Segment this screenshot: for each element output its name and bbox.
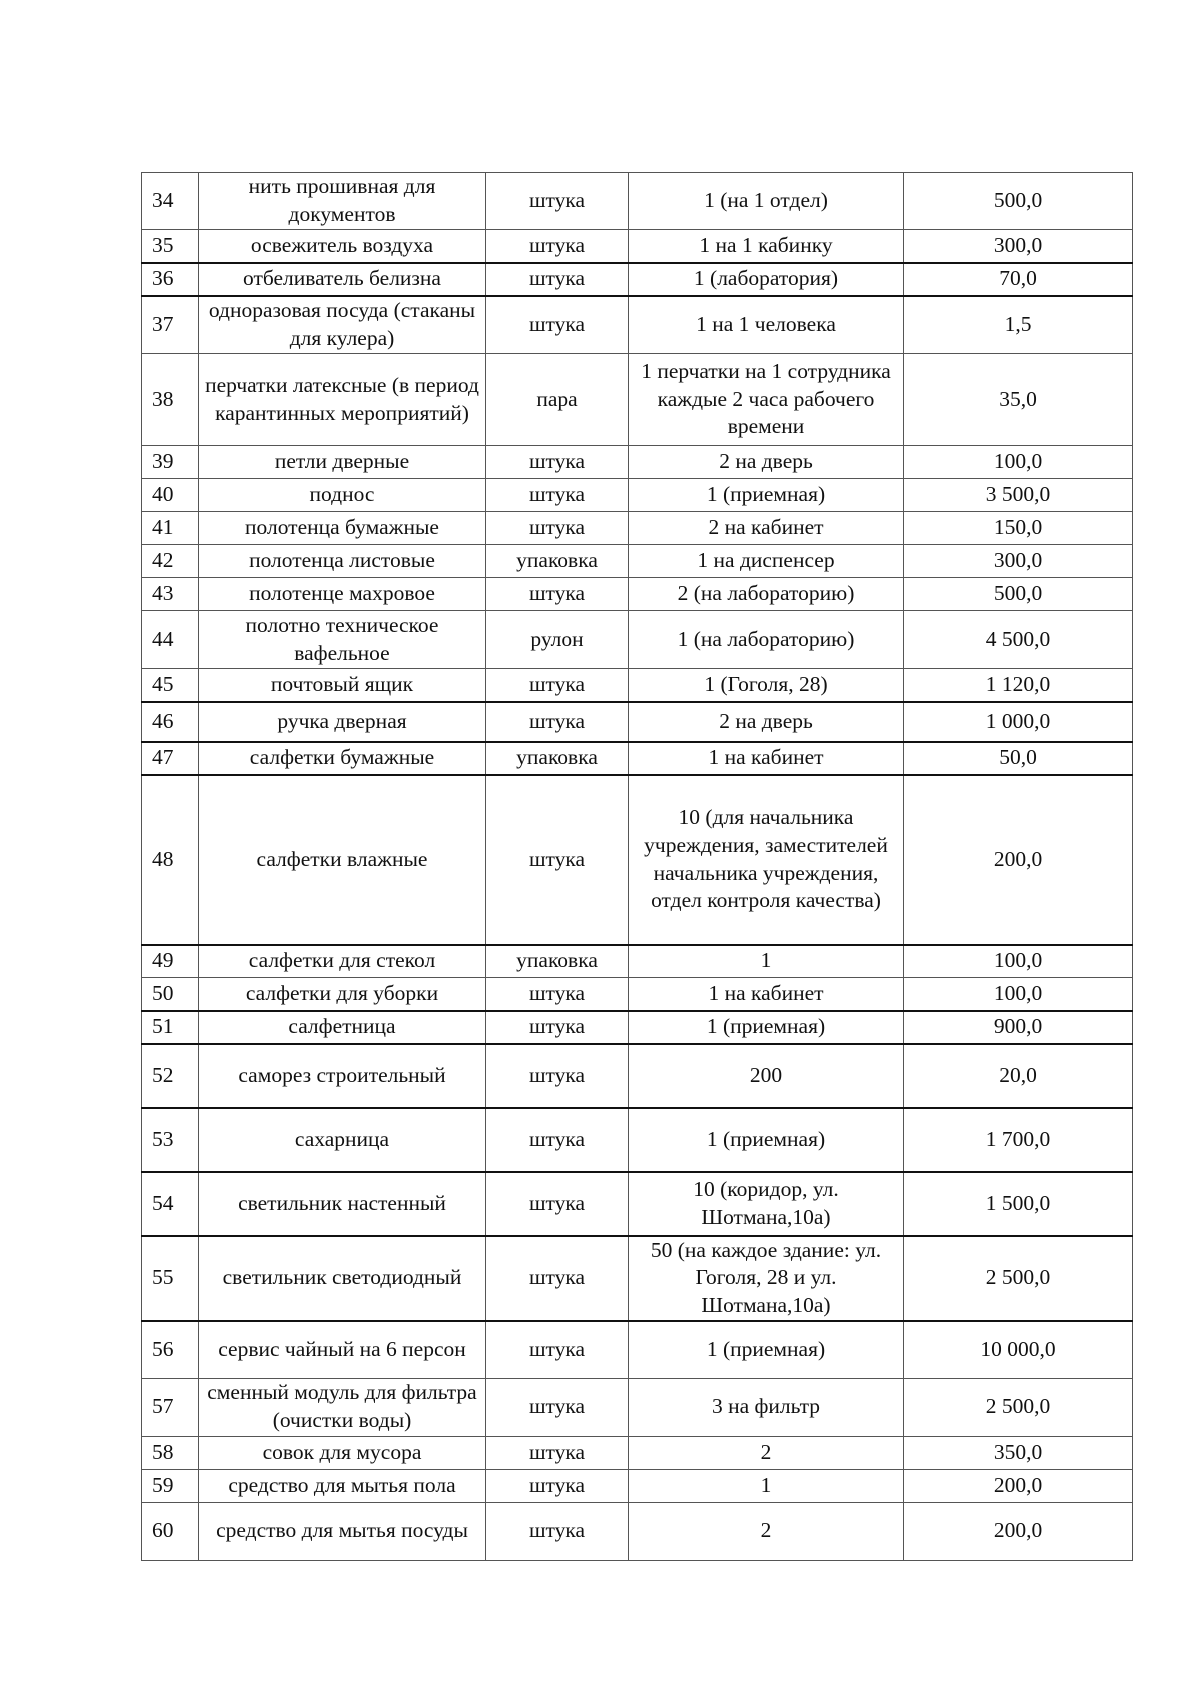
item-unit: штука — [486, 1321, 629, 1378]
item-unit: штука — [486, 1436, 629, 1469]
item-name: нить прошивная для документов — [199, 173, 486, 230]
row-number: 41 — [142, 512, 199, 545]
row-number: 59 — [142, 1469, 199, 1502]
item-price: 2 500,0 — [904, 1236, 1133, 1322]
table-row — [142, 1044, 1133, 1108]
item-unit: штука — [486, 230, 629, 263]
table-row — [142, 479, 1133, 512]
table-row — [142, 1172, 1133, 1236]
item-name: освежитель воздуха — [199, 230, 486, 263]
row-number: 45 — [142, 669, 199, 702]
item-name: петли дверные — [199, 446, 486, 479]
item-norm: 1 на 1 человека — [629, 296, 904, 354]
table-row — [142, 296, 1133, 354]
item-price: 200,0 — [904, 1469, 1133, 1502]
row-number: 58 — [142, 1436, 199, 1469]
item-price: 150,0 — [904, 512, 1133, 545]
item-unit: рулон — [486, 611, 629, 669]
item-norm: 1 на 1 кабинку — [629, 230, 904, 263]
item-norm: 1 (приемная) — [629, 1108, 904, 1172]
item-unit: штука — [486, 775, 629, 945]
item-price: 70,0 — [904, 263, 1133, 296]
item-norm: 3 на фильтр — [629, 1378, 904, 1436]
item-unit: упаковка — [486, 545, 629, 578]
table-row — [142, 1436, 1133, 1469]
row-number: 53 — [142, 1108, 199, 1172]
item-norm: 2 (на лабораторию) — [629, 578, 904, 611]
item-price: 1 700,0 — [904, 1108, 1133, 1172]
item-norm: 1 (приемная) — [629, 1011, 904, 1044]
item-name: сервис чайный на 6 персон — [199, 1321, 486, 1378]
item-norm: 1 (Гоголя, 28) — [629, 669, 904, 702]
row-number: 35 — [142, 230, 199, 263]
table-row — [142, 775, 1133, 945]
item-name: полотенца листовые — [199, 545, 486, 578]
item-price: 35,0 — [904, 354, 1133, 446]
row-number: 52 — [142, 1044, 199, 1108]
item-unit: штука — [486, 296, 629, 354]
row-number: 56 — [142, 1321, 199, 1378]
row-number: 37 — [142, 296, 199, 354]
item-price: 3 500,0 — [904, 479, 1133, 512]
table-row — [142, 512, 1133, 545]
table-row — [142, 1469, 1133, 1502]
item-price: 300,0 — [904, 545, 1133, 578]
item-norm: 50 (на каждое здание: ул. Гоголя, 28 и ул. Шотмана,10а) — [629, 1236, 904, 1322]
item-name: сахарница — [199, 1108, 486, 1172]
item-name: сменный модуль для фильтра (очистки воды) — [199, 1378, 486, 1436]
table-body — [142, 173, 1133, 1561]
item-name: салфетки для уборки — [199, 978, 486, 1011]
item-name: отбеливатель белизна — [199, 263, 486, 296]
row-number: 49 — [142, 945, 199, 978]
item-norm: 1 (приемная) — [629, 479, 904, 512]
norms-table — [141, 172, 1133, 1561]
item-norm: 200 — [629, 1044, 904, 1108]
item-norm: 2 на дверь — [629, 446, 904, 479]
row-number: 54 — [142, 1172, 199, 1236]
item-name: салфетки бумажные — [199, 742, 486, 775]
item-unit: штука — [486, 1502, 629, 1560]
item-unit: штука — [486, 669, 629, 702]
item-unit: штука — [486, 446, 629, 479]
item-name: полотенца бумажные — [199, 512, 486, 545]
item-name: почтовый ящик — [199, 669, 486, 702]
item-norm: 1 (на лабораторию) — [629, 611, 904, 669]
row-number: 50 — [142, 978, 199, 1011]
item-price: 50,0 — [904, 742, 1133, 775]
item-name: перчатки латексные (в период карантинных мероприятий) — [199, 354, 486, 446]
item-price: 20,0 — [904, 1044, 1133, 1108]
table-row — [142, 1011, 1133, 1044]
item-name: полотно техническое вафельное — [199, 611, 486, 669]
table-row — [142, 611, 1133, 669]
item-norm: 1 на кабинет — [629, 742, 904, 775]
item-name: салфетки влажные — [199, 775, 486, 945]
row-number: 39 — [142, 446, 199, 479]
item-name: салфетница — [199, 1011, 486, 1044]
item-price: 1 000,0 — [904, 702, 1133, 742]
table-row — [142, 978, 1133, 1011]
item-unit: упаковка — [486, 742, 629, 775]
table-row — [142, 230, 1133, 263]
table-row — [142, 945, 1133, 978]
item-price: 1 120,0 — [904, 669, 1133, 702]
table-row — [142, 354, 1133, 446]
item-unit: штука — [486, 1469, 629, 1502]
item-norm: 1 на диспенсер — [629, 545, 904, 578]
item-norm: 1 — [629, 1469, 904, 1502]
row-number: 48 — [142, 775, 199, 945]
item-norm: 2 на кабинет — [629, 512, 904, 545]
item-price: 10 000,0 — [904, 1321, 1133, 1378]
item-name: полотенце махровое — [199, 578, 486, 611]
item-name: саморез строительный — [199, 1044, 486, 1108]
item-name: светильник настенный — [199, 1172, 486, 1236]
item-name: средство для мытья пола — [199, 1469, 486, 1502]
table-row — [142, 1378, 1133, 1436]
item-unit: штука — [486, 702, 629, 742]
row-number: 36 — [142, 263, 199, 296]
item-unit: штука — [486, 1172, 629, 1236]
row-number: 51 — [142, 1011, 199, 1044]
row-number: 40 — [142, 479, 199, 512]
table-row — [142, 263, 1133, 296]
item-price: 500,0 — [904, 173, 1133, 230]
item-name: светильник светодиодный — [199, 1236, 486, 1322]
item-unit: штука — [486, 978, 629, 1011]
item-unit: штука — [486, 578, 629, 611]
item-price: 200,0 — [904, 1502, 1133, 1560]
item-price: 500,0 — [904, 578, 1133, 611]
item-price: 350,0 — [904, 1436, 1133, 1469]
item-name: ручка дверная — [199, 702, 486, 742]
item-norm: 1 (приемная) — [629, 1321, 904, 1378]
item-unit: штука — [486, 1044, 629, 1108]
item-norm: 1 на кабинет — [629, 978, 904, 1011]
item-unit: упаковка — [486, 945, 629, 978]
item-price: 900,0 — [904, 1011, 1133, 1044]
table-row — [142, 545, 1133, 578]
row-number: 47 — [142, 742, 199, 775]
item-norm: 10 (для начальника учреждения, заместителей начальника учреждения, отдел контроля качества) — [629, 775, 904, 945]
item-price: 300,0 — [904, 230, 1133, 263]
item-unit: штука — [486, 512, 629, 545]
item-price: 200,0 — [904, 775, 1133, 945]
item-price: 1,5 — [904, 296, 1133, 354]
item-price: 100,0 — [904, 945, 1133, 978]
table-row — [142, 702, 1133, 742]
item-price: 100,0 — [904, 978, 1133, 1011]
item-name: совок для мусора — [199, 1436, 486, 1469]
row-number: 38 — [142, 354, 199, 446]
item-norm: 1 перчатки на 1 сотрудника каждые 2 часа рабочего времени — [629, 354, 904, 446]
item-unit: штука — [486, 1236, 629, 1322]
item-name: поднос — [199, 479, 486, 512]
table-row — [142, 742, 1133, 775]
row-number: 57 — [142, 1378, 199, 1436]
item-unit: штука — [486, 1378, 629, 1436]
item-unit: штука — [486, 479, 629, 512]
item-norm: 1 — [629, 945, 904, 978]
item-norm: 2 — [629, 1436, 904, 1469]
row-number: 44 — [142, 611, 199, 669]
item-price: 4 500,0 — [904, 611, 1133, 669]
row-number: 46 — [142, 702, 199, 742]
item-norm: 2 на дверь — [629, 702, 904, 742]
item-unit: пара — [486, 354, 629, 446]
row-number: 34 — [142, 173, 199, 230]
item-norm: 2 — [629, 1502, 904, 1560]
item-norm: 1 (лаборатория) — [629, 263, 904, 296]
table-row — [142, 1321, 1133, 1378]
row-number: 42 — [142, 545, 199, 578]
item-price: 2 500,0 — [904, 1378, 1133, 1436]
item-unit: штука — [486, 263, 629, 296]
table-row — [142, 173, 1133, 230]
item-unit: штука — [486, 1108, 629, 1172]
table-row — [142, 446, 1133, 479]
table-row — [142, 1236, 1133, 1322]
item-name: одноразовая посуда (стаканы для кулера) — [199, 296, 486, 354]
item-unit: штука — [486, 173, 629, 230]
item-unit: штука — [486, 1011, 629, 1044]
row-number: 60 — [142, 1502, 199, 1560]
item-norm: 1 (на 1 отдел) — [629, 173, 904, 230]
table-row — [142, 669, 1133, 702]
item-norm: 10 (коридор, ул. Шотмана,10а) — [629, 1172, 904, 1236]
table-row — [142, 578, 1133, 611]
table-row — [142, 1108, 1133, 1172]
item-price: 100,0 — [904, 446, 1133, 479]
table-row — [142, 1502, 1133, 1560]
item-price: 1 500,0 — [904, 1172, 1133, 1236]
row-number: 55 — [142, 1236, 199, 1322]
item-name: средство для мытья посуды — [199, 1502, 486, 1560]
item-name: салфетки для стекол — [199, 945, 486, 978]
row-number: 43 — [142, 578, 199, 611]
